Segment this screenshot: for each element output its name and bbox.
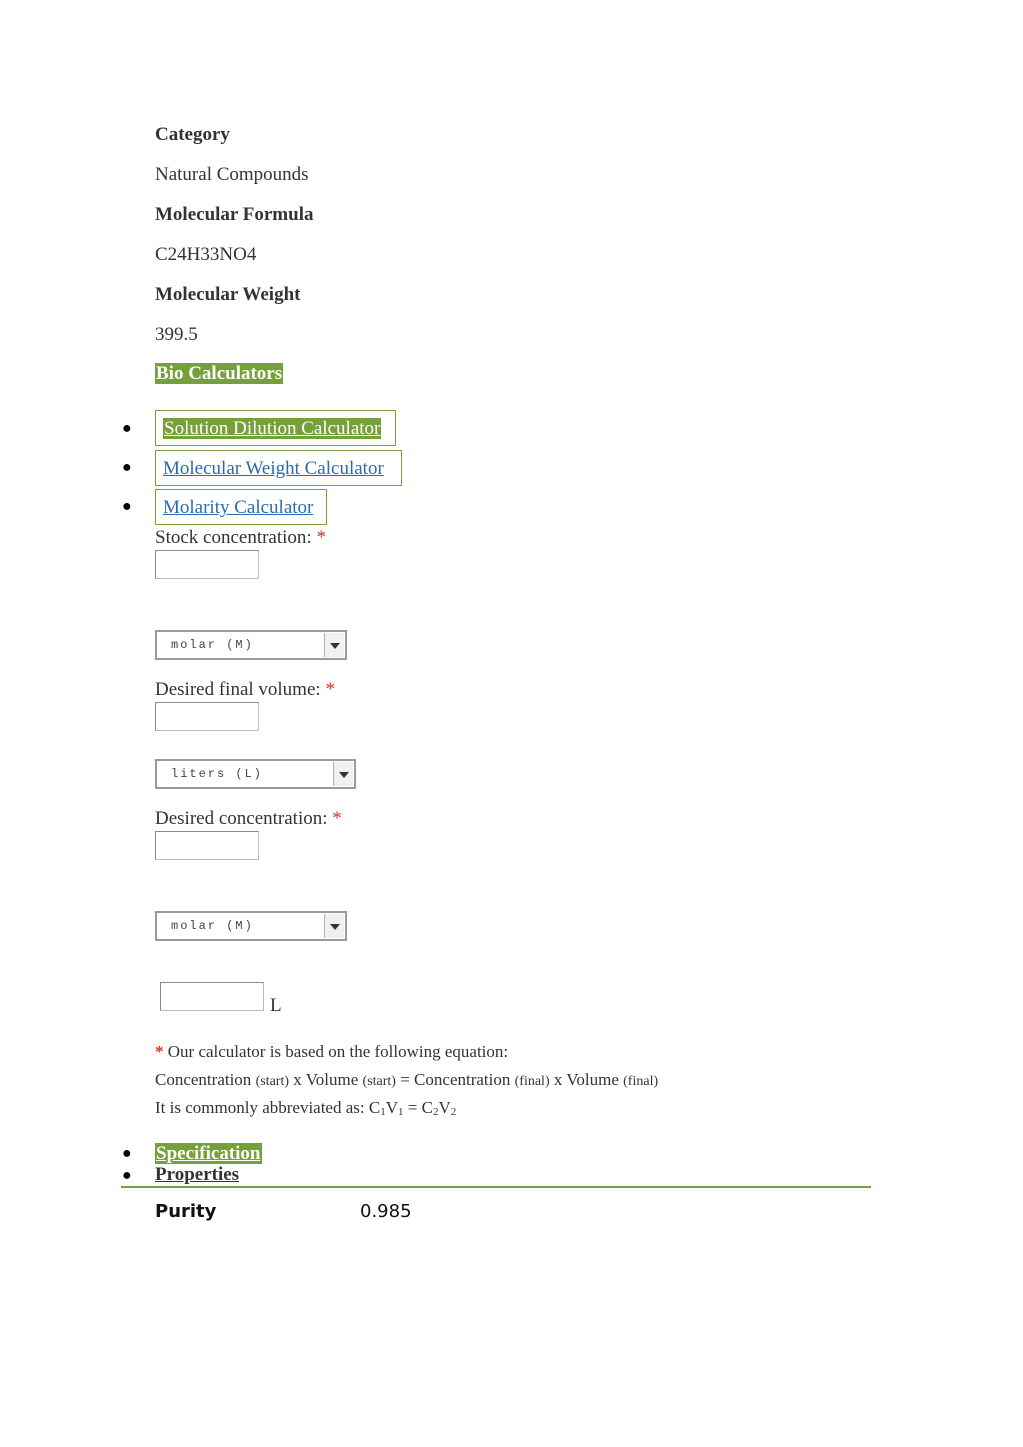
tab-molarity[interactable]: [155, 489, 327, 525]
bullet-icon: ●: [122, 1167, 132, 1184]
tab-specification-label[interactable]: Specification: [156, 1143, 261, 1164]
abbrev-v: V: [438, 1098, 451, 1117]
bullet-icon: ●: [122, 1145, 132, 1162]
volume-unit-select[interactable]: [155, 759, 356, 789]
desired-concentration-input[interactable]: [155, 831, 259, 860]
final-volume-input[interactable]: [155, 702, 259, 731]
category-value: Natural Compounds: [155, 164, 309, 185]
eq-start: (start): [255, 1074, 289, 1089]
bullet-icon: ●: [122, 459, 132, 476]
abbrev-c: C: [368, 1098, 381, 1117]
required-mark: *: [155, 1042, 164, 1061]
desired-unit-select[interactable]: [155, 911, 347, 941]
stock-concentration-label: [155, 527, 326, 549]
tab-solution-dilution[interactable]: [155, 410, 396, 446]
eq-start: (start): [362, 1074, 396, 1089]
tab-molecular-weight[interactable]: [155, 450, 402, 486]
bullet-icon: ●: [122, 420, 132, 437]
chevron-down-icon[interactable]: [324, 914, 344, 938]
formula-value: C24H33NO4: [155, 244, 257, 265]
abbrev-eq: =: [403, 1098, 422, 1117]
final-volume-label: [155, 679, 335, 701]
tab-molecular-weight-link[interactable]: Molecular Weight Calculator: [163, 458, 384, 479]
abbrev-c: C: [421, 1098, 433, 1117]
desired-concentration-label: [155, 808, 342, 830]
tab-divider: [121, 1186, 871, 1188]
eq-equals-conc: = Concentration: [395, 1070, 515, 1089]
volume-unit-value: liters (L): [171, 767, 264, 781]
eq-conc: Concentration: [155, 1070, 256, 1089]
purity-value: 0.985: [360, 1201, 412, 1222]
chevron-down-icon[interactable]: [324, 633, 344, 657]
stock-concentration-input[interactable]: [155, 550, 259, 579]
desired-unit-value: molar (M): [171, 919, 254, 933]
tab-molarity-link[interactable]: Molarity Calculator: [163, 497, 314, 518]
required-mark: *: [316, 527, 326, 548]
required-mark: *: [332, 808, 342, 829]
equation-note-text: Our calculator is based on the following equation:: [163, 1042, 509, 1061]
bio-calculators-heading: [155, 362, 283, 386]
abbrev-sub: 2: [432, 1106, 439, 1118]
eq-final: (final): [514, 1074, 550, 1089]
eq-final: (final): [623, 1074, 659, 1089]
abbrev-sub: 1: [380, 1106, 386, 1118]
weight-label: Molecular Weight: [155, 284, 301, 305]
eq-x-volume: x Volume: [549, 1070, 624, 1089]
desired-concentration-text: Desired concentration:: [155, 808, 333, 829]
tab-specification[interactable]: [155, 1142, 262, 1166]
abbrev-prefix: It is commonly abbreviated as:: [155, 1098, 369, 1117]
abbrev-v: V: [385, 1098, 398, 1117]
tab-properties[interactable]: [155, 1164, 239, 1186]
abbreviation-line: [155, 1098, 456, 1118]
bio-calculators-heading-text: Bio Calculators: [156, 363, 283, 384]
bullet-icon: ●: [122, 498, 132, 515]
purity-label: Purity: [155, 1201, 217, 1222]
eq-x-volume: x Volume: [289, 1070, 363, 1089]
final-volume-text: Desired final volume:: [155, 679, 326, 700]
formula-label: Molecular Formula: [155, 204, 314, 225]
result-output: [160, 982, 264, 1011]
stock-unit-value: molar (M): [171, 638, 254, 652]
required-mark: *: [325, 679, 335, 700]
chevron-down-icon[interactable]: [333, 762, 353, 786]
tab-properties-label[interactable]: Properties: [155, 1164, 240, 1185]
tab-solution-dilution-link[interactable]: Solution Dilution Calculator: [164, 418, 381, 439]
result-unit: L: [270, 995, 282, 1016]
stock-concentration-text: Stock concentration:: [155, 527, 317, 548]
weight-value: 399.5: [155, 324, 198, 345]
abbrev-sub: 2: [450, 1106, 457, 1118]
stock-unit-select[interactable]: [155, 630, 347, 660]
abbrev-sub: 1: [398, 1106, 404, 1118]
equation-line: [155, 1070, 658, 1090]
category-label: Category: [155, 124, 230, 145]
equation-note: [155, 1042, 508, 1062]
